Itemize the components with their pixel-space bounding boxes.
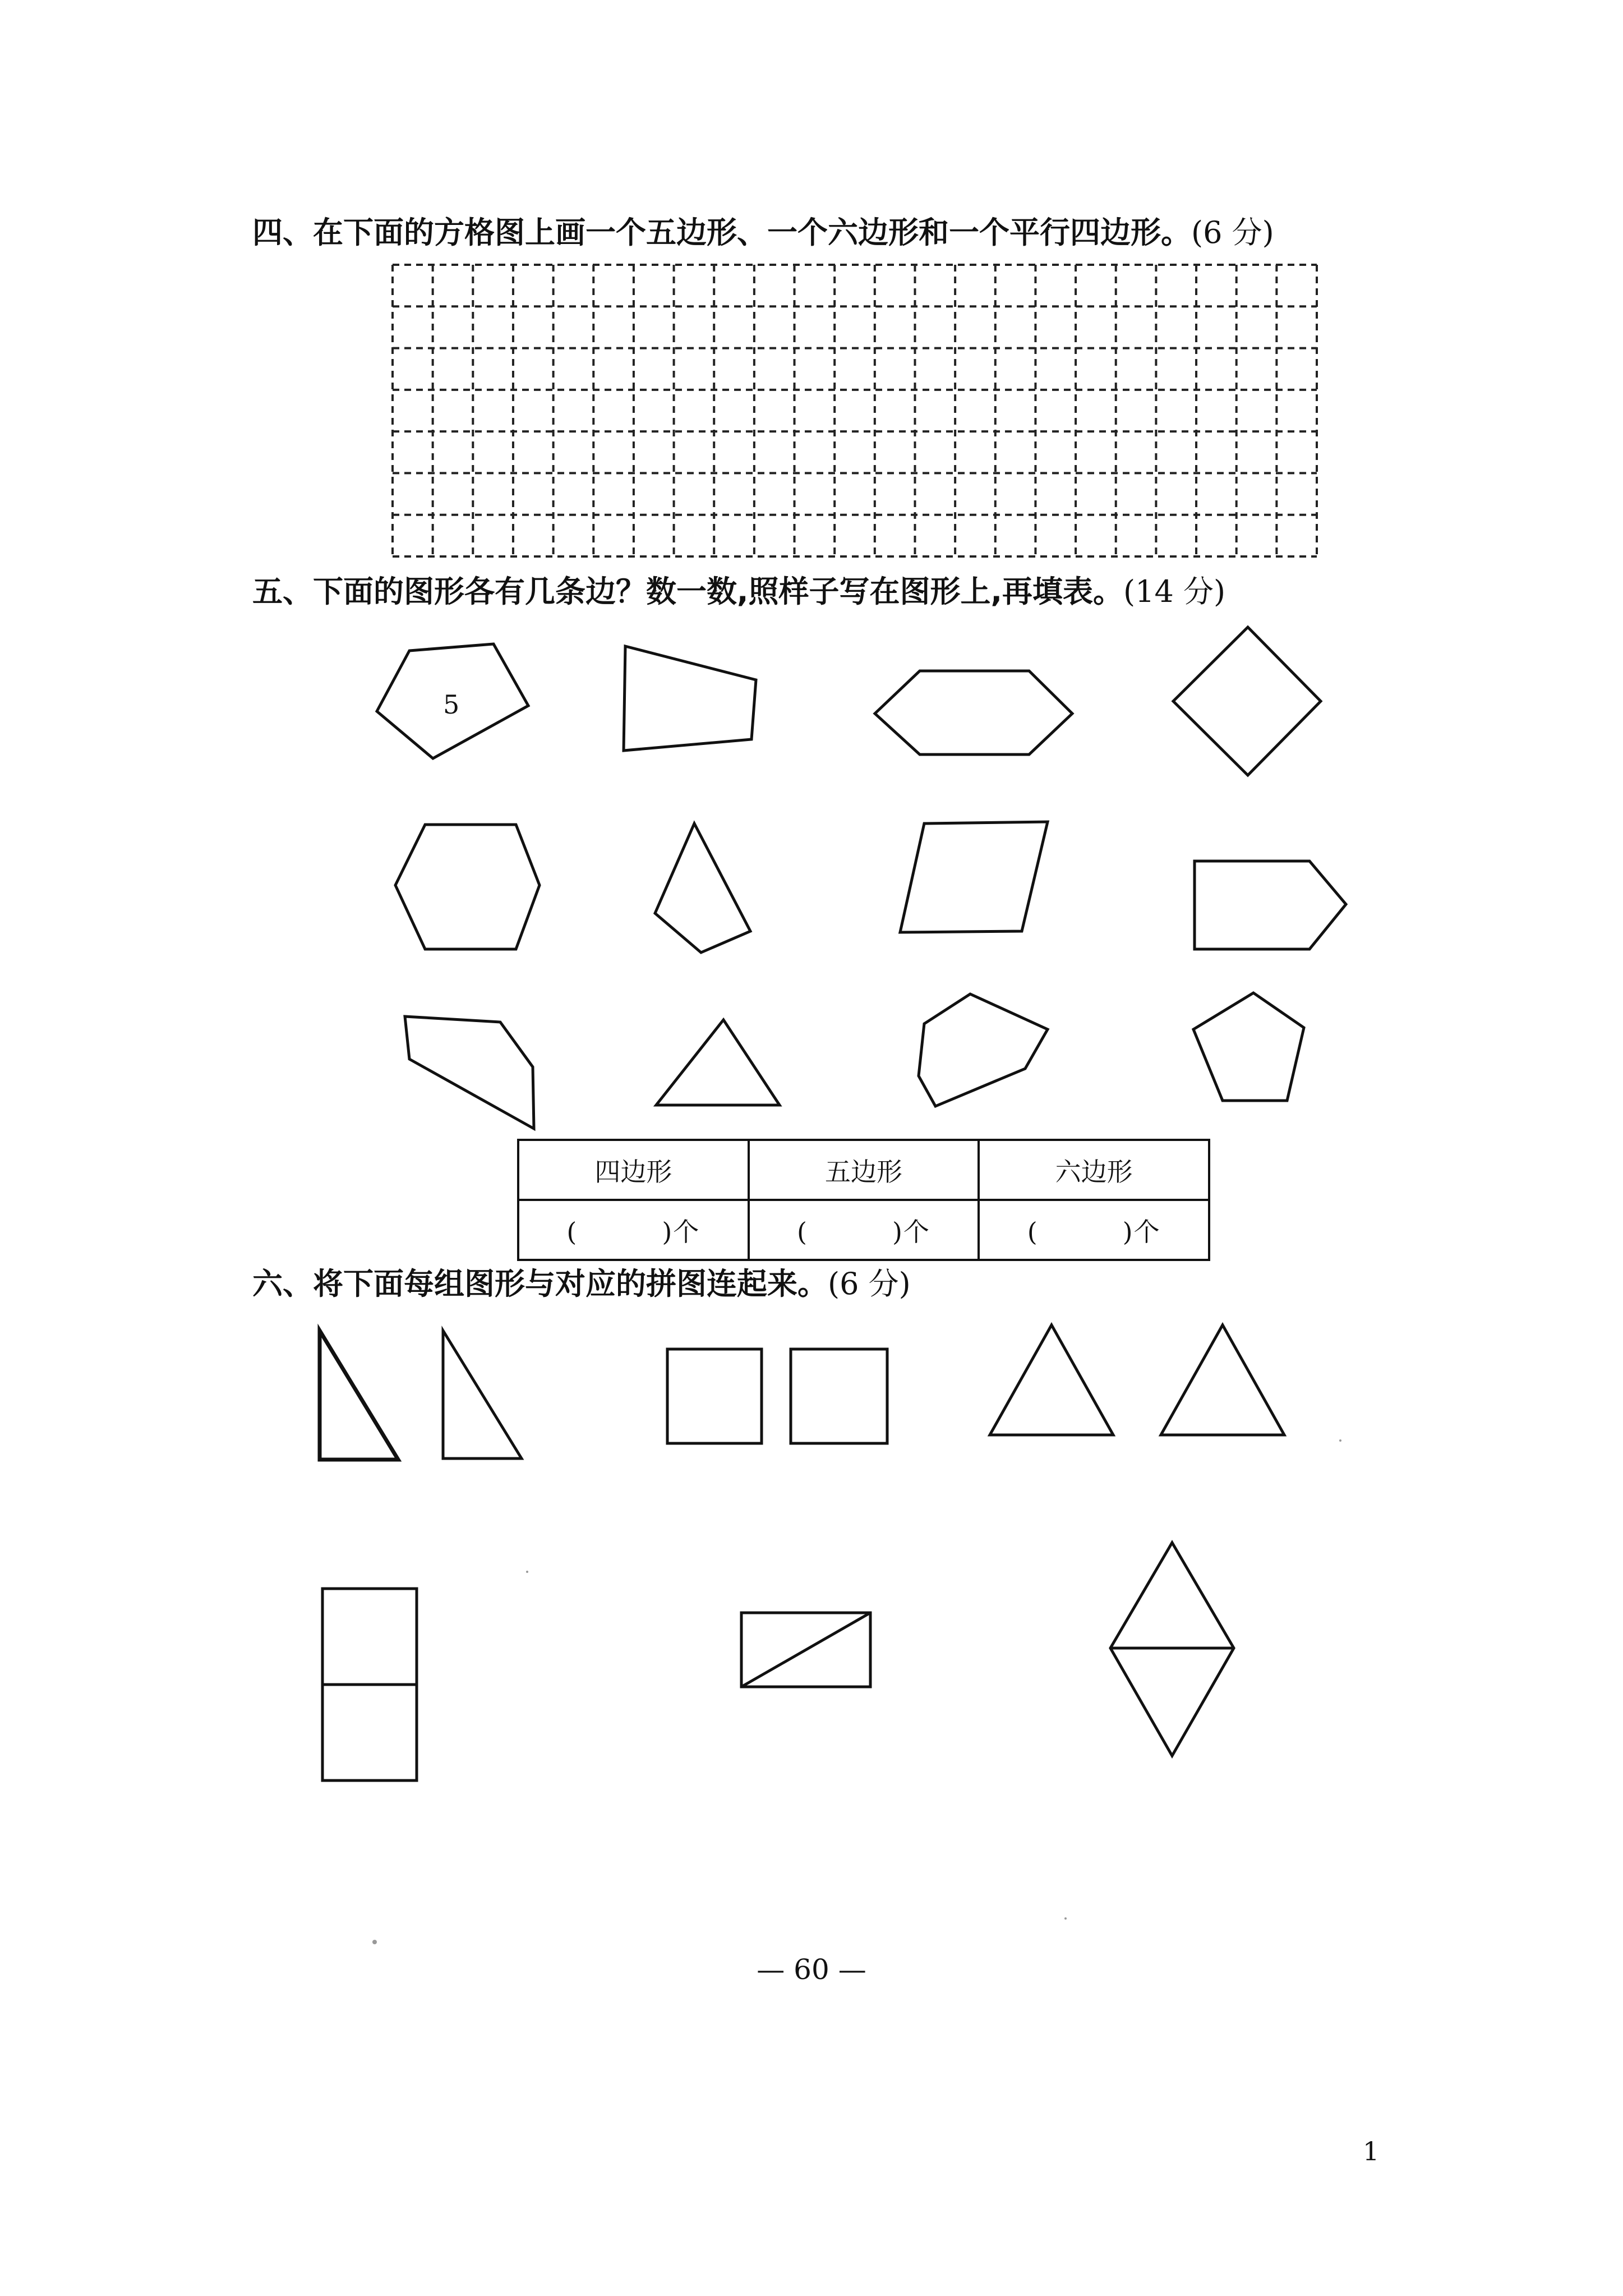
question-6-text: 六、将下面每组图形与对应的拼图连起来。 [252, 1266, 828, 1301]
header-hexagon: 六边形 [979, 1140, 1209, 1200]
scan-specks [372, 1439, 1341, 1944]
question-5-points: (14 分) [1123, 574, 1226, 609]
question-4-text: 四、在下面的方格图上画一个五边形、一个六边形和一个平行四边形。 [252, 215, 1191, 250]
square-piece-2 [791, 1349, 887, 1443]
answer-pentagon-cell[interactable]: ( )个 [749, 1200, 979, 1260]
page-number: — 60 — [757, 1953, 866, 1986]
question-6-points: (6 分) [828, 1266, 911, 1301]
triangle-piece-1 [990, 1325, 1113, 1435]
right-triangle-piece-1 [320, 1331, 398, 1460]
stacked-squares-figure[interactable] [322, 1589, 417, 1780]
right-triangle-pair-group[interactable] [320, 1331, 522, 1460]
question-4-points: (6 分) [1191, 215, 1274, 250]
square-pair-group[interactable] [667, 1349, 887, 1443]
example-side-count-label: 5 [443, 689, 460, 720]
sheet-number: 1 [1363, 2136, 1380, 2166]
question-5-text: 五、下面的图形各有几条边？数一数,照样子写在图形上,再填表。 [252, 574, 1124, 609]
diamond-figure[interactable] [1110, 1543, 1234, 1756]
triangle-pair-group[interactable] [990, 1325, 1284, 1435]
answer-hexagon-cell[interactable]: ( )个 [979, 1200, 1209, 1260]
square-piece-1 [667, 1349, 762, 1443]
right-triangle-piece-2 [443, 1331, 522, 1458]
split-rectangle-figure[interactable] [741, 1613, 870, 1687]
header-quadrilateral: 四边形 [518, 1140, 749, 1200]
header-pentagon: 五边形 [749, 1140, 979, 1200]
triangle-piece-2 [1161, 1325, 1284, 1435]
answer-quadrilateral-cell[interactable]: ( )个 [518, 1200, 749, 1260]
